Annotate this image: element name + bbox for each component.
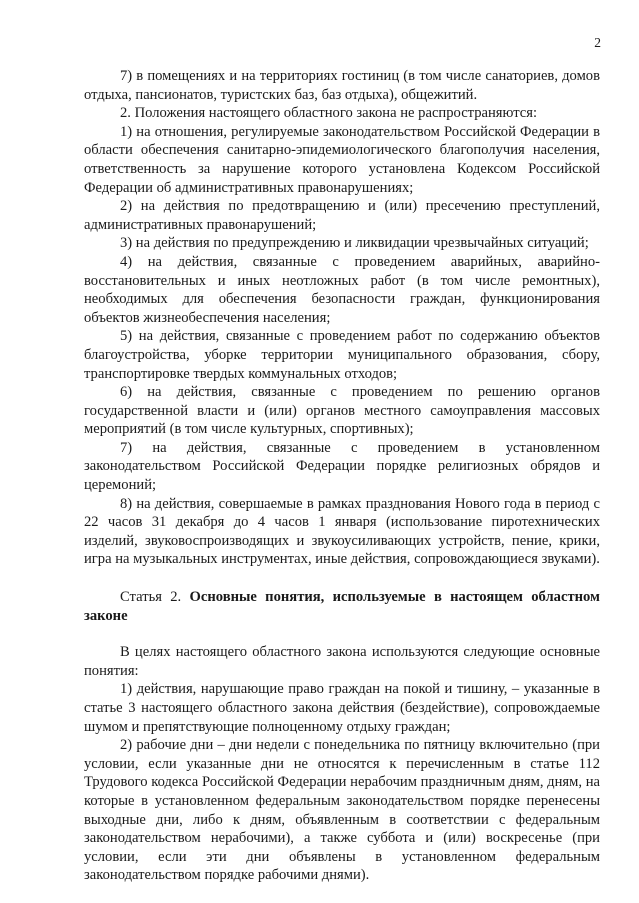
paragraph: 3) на действия по предупреждению и ликвидации чрезвычайных ситуаций;	[120, 235, 589, 252]
article-title: Основные понятия, используемые в настоящем областном законе	[84, 589, 600, 624]
paragraph: 2. Положения настоящего областного закона не распространяются:	[120, 105, 538, 122]
paragraph: 5) на действия, связанные с проведением работ по содержанию объектов благоустройства, уборке территории муниципального образования, сбору, транспортировке твердых коммунальных отходов;	[84, 328, 600, 382]
document-body	[84, 67, 600, 885]
paragraph: В целях настоящего областного закона используются следующие основные понятия:	[84, 644, 600, 679]
paragraph: 1) действия, нарушающие право граждан на покой и тишину, – указанные в статье 3 настоящего областного закона действия (бездействие), сопровождаемые шумом и препятствующие полноценному отдыху граждан;	[84, 681, 600, 735]
paragraph: 8) на действия, совершаемые в рамках празднования Нового года в период с 22 часов 31 декабря до 4 часов 1 января (использование пиротехнических изделий, звуковоспроизводящих и звукоусиливающих устройств, пение, крики, игра на музыкальных инструментах, иные действия, сопровождающиеся звуками).	[84, 495, 600, 568]
paragraph: 1) на отношения, регулируемые законодательством Российской Федерации в области обеспечения санитарно-эпидемиологического благополучия населения, ответственность за нарушение которого установлена Кодексом Российской Федерации об административных правонарушениях;	[84, 123, 600, 196]
paragraph: 2) рабочие дни – дни недели с понедельника по пятницу включительно (при условии, если указанные дни не относятся к перечисленным в статье 112 Трудового кодекса Российской Федерации нерабочим праздничным дням, дням, на которые в установленном федеральным законодательством порядке перенесены выходные дни, либо к дням, объявленным в соответствии с федеральным законодательством нерабочими), а также суббота и (или) воскресенье (при условии, если эти дни объявлены в установленном федеральным законодательством порядке рабочими днями).	[84, 737, 600, 884]
page-number: 2	[594, 35, 601, 50]
paragraph: 7) в помещениях и на территориях гостиниц (в том числе санаториев, домов отдыха, пансионатов, туристских баз, баз отдыха), общежитий.	[84, 68, 600, 103]
paragraph: 4) на действия, связанные с проведением аварийных, аварийно-восстановительных и иных неотложных работ (в том числе ремонтных), необходимых для обеспечения безопасности граждан, функционирования объектов жизнеобеспечения населения;	[84, 253, 600, 326]
paragraph: 7) на действия, связанные с проведением в установленном законодательством Российской Федерации порядке религиозных обрядов и церемоний;	[84, 439, 600, 494]
paragraph: 6) на действия, связанные с проведением по решению органов государственной власти и (или) органов местного самоуправления массовых мероприятий (в том числе культурных, спортивных);	[84, 384, 600, 438]
article-label: Статья 2.	[120, 589, 190, 606]
paragraph: 2) на действия по предотвращению и (или) пресечению преступлений, административных правонарушений;	[84, 198, 600, 233]
article-heading	[84, 588, 600, 625]
